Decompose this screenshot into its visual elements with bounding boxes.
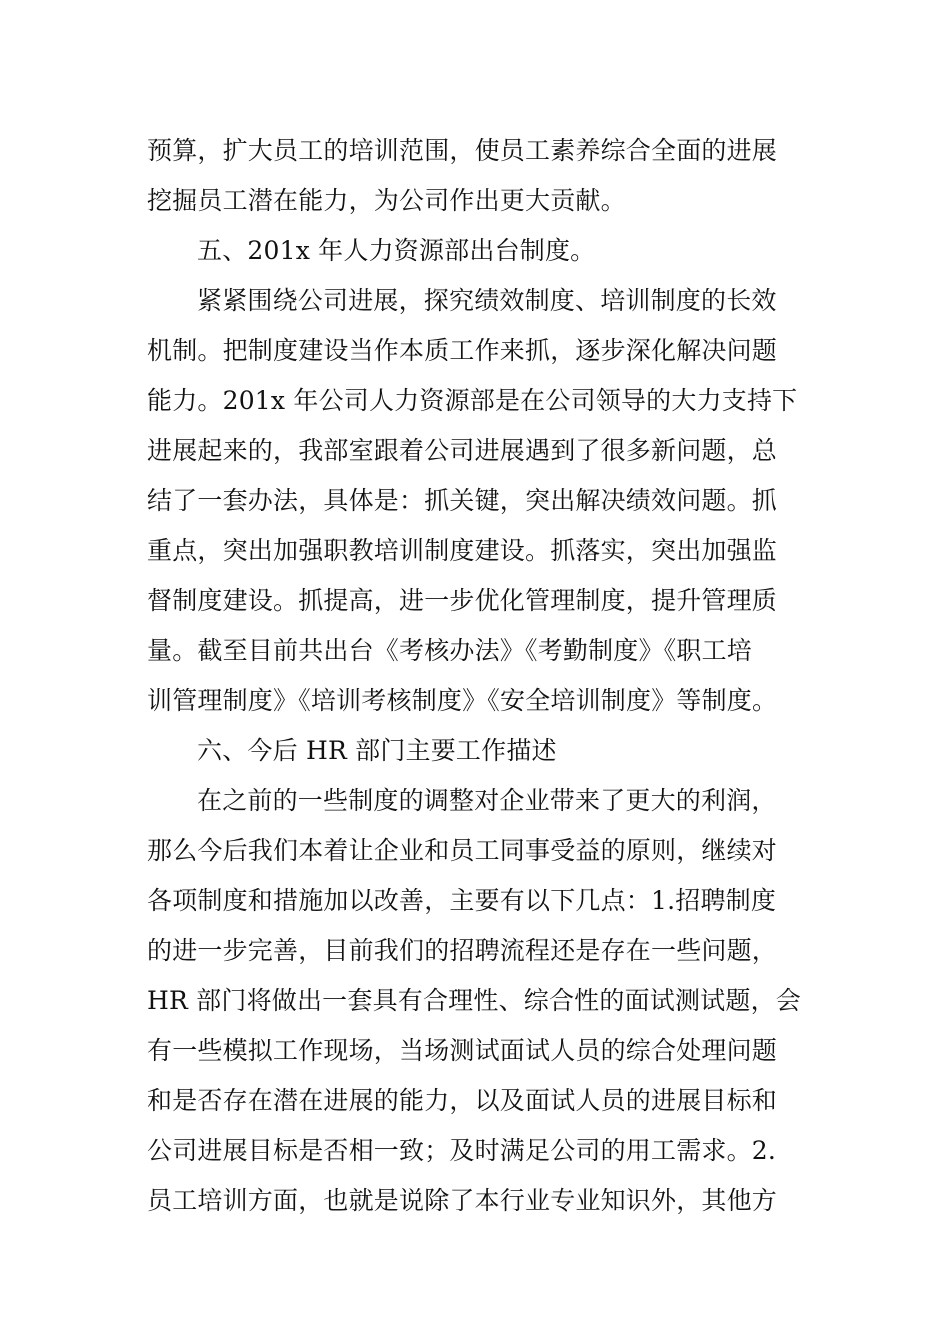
text-line: 公司进展目标是否相一致；及时满足公司的用工需求。2. [147,1136,777,1165]
text-line: 各项制度和措施加以改善，主要有以下几点：1.招聘制度 [147,886,777,915]
text-line: 量。截至目前共出台《考核办法》《考勤制度》《职工培 [147,636,753,665]
text-line: 进展起来的，我部室跟着公司进展遇到了很多新问题，总 [147,436,778,465]
text-line: 训管理制度》《培训考核制度》《安全培训制度》等制度。 [147,686,778,715]
text-line: 在之前的一些制度的调整对企业带来了更大的利润， [197,786,777,815]
text-line: 有一些模拟工作现场，当场测试面试人员的综合处理问题 [147,1036,778,1065]
text-line: 的进一步完善，目前我们的招聘流程还是存在一些问题， [147,936,778,965]
text-line: 重点，突出加强职教培训制度建设。抓落实，突出加强监 [147,536,778,565]
text-line: 结了一套办法，具体是：抓关键，突出解决绩效问题。抓 [147,486,778,515]
section-heading: 六、今后 HR 部门主要工作描述 [197,736,557,765]
text-line: 机制。把制度建设当作本质工作来抓，逐步深化解决问题 [147,336,778,365]
text-line: 挖掘员工潜在能力，为公司作出更大贡献。 [147,186,626,215]
text-line: 预算，扩大员工的培训范围，使员工素养综合全面的进展 [147,136,778,165]
text-line: 紧紧围绕公司进展，探究绩效制度、培训制度的长效 [197,286,777,315]
text-line: 督制度建设。抓提高，进一步优化管理制度，提升管理质 [147,586,778,615]
text-line: 那么今后我们本着让企业和员工同事受益的原则，继续对 [147,836,778,865]
section-heading: 五、201x 年人力资源部出台制度。 [197,236,596,265]
text-line: 员工培训方面，也就是说除了本行业专业知识外，其他方 [147,1186,778,1215]
text-line: 能力。201x 年公司人力资源部是在公司领导的大力支持下 [147,386,798,415]
text-line: HR 部门将做出一套具有合理性、综合性的面试测试题，会 [147,986,801,1015]
text-line: 和是否存在潜在进展的能力，以及面试人员的进展目标和 [147,1086,778,1115]
